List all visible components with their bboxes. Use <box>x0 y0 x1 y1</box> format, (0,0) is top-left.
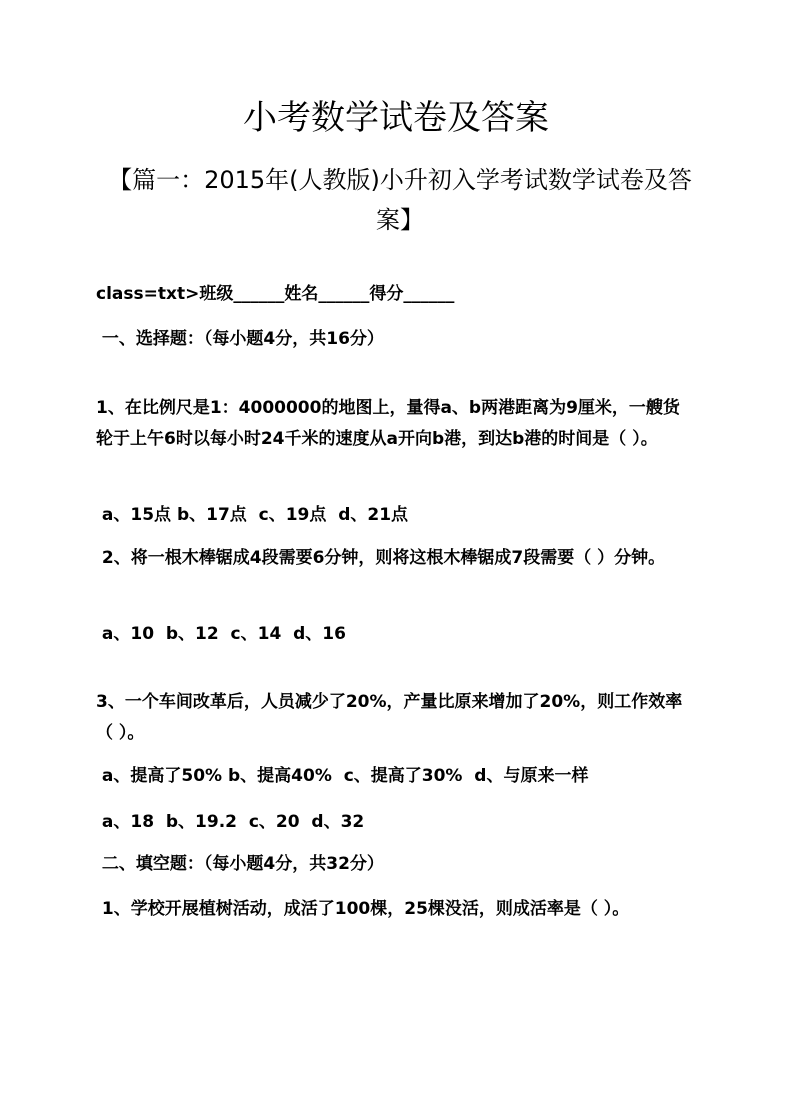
question-3: 3、一个车间改革后，人员减少了20%，产量比原来增加了20%，则工作效率（ ）。 <box>96 692 683 743</box>
question-2-options: a、10 b、12 c、14 d、16 <box>96 624 346 644</box>
document-subtitle: 【篇一：2015年(人教版)小升初入学考试数学试卷及答案】 <box>108 166 692 234</box>
question-1-options: a、15点 b、17点 c、19点 d、21点 <box>96 505 409 525</box>
question-1: 1、在比例尺是1：4000000的地图上，量得a、b两港距离为9厘米，一艘货轮于上午6时以每小时24千米的速度从a开向b港，到达b港的时间是（ ）。 <box>96 398 680 449</box>
document-title: 小考数学试卷及答案 <box>243 98 549 138</box>
question-3-options: a、提高了50% b、提高40% c、提高了30% d、与原来一样 <box>96 766 589 786</box>
section-heading-choice: 一、选择题：（每小题4分，共16分） <box>96 329 384 349</box>
student-info-line: class=txt>班级______姓名______得分______ <box>96 284 455 304</box>
fill-question-1: 1、学校开展植树活动，成活了100棵，25棵没活，则成活率是（ ）。 <box>96 899 630 919</box>
section-heading-fill: 二、填空题：（每小题4分，共32分） <box>96 854 384 874</box>
question-2: 2、将一根木棒锯成4段需要6分钟，则将这根木棒锯成7段需要（ ）分钟。 <box>96 548 666 568</box>
question-4-options: a、18 b、19.2 c、20 d、32 <box>96 812 365 832</box>
